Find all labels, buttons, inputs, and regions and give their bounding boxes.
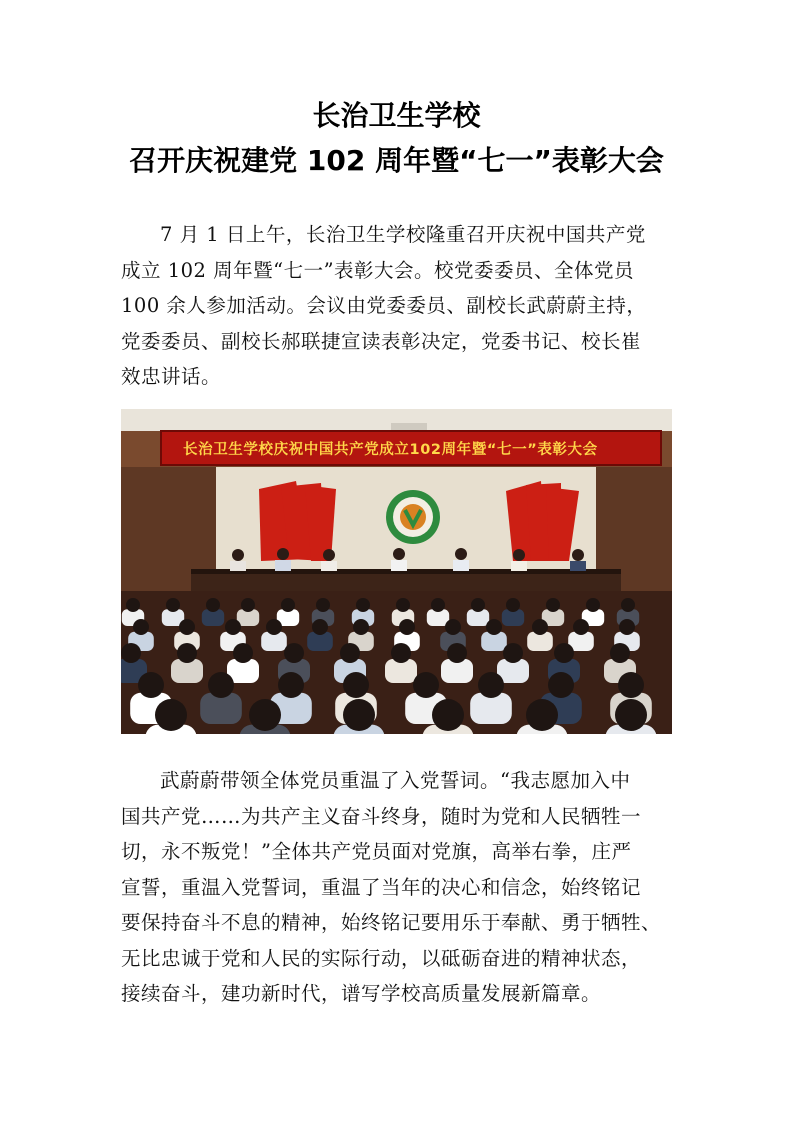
audience-member-head [432, 699, 464, 731]
audience-member-head [155, 699, 187, 731]
audience-member-head [179, 619, 195, 635]
audience-member-head [621, 598, 635, 612]
paragraph-line: 效忠讲话。 [121, 365, 222, 388]
audience-member-head [241, 598, 255, 612]
paragraph-intro [121, 217, 673, 395]
audience-member-head [249, 699, 281, 731]
audience-member-head [281, 598, 295, 612]
audience-member-head [177, 643, 197, 663]
paragraph-line: 切，永不叛党！”全体共产党员面对党旗，高举右拳，庄严 [121, 840, 632, 863]
audience-member-head [506, 598, 520, 612]
paragraph-line: 党委委员、副校长郝联捷宣读表彰决定，党委书记、校长崔 [121, 329, 642, 353]
paragraph-line: 武蔚蔚带领全体党员重温了入党誓词。“我志愿加入中 [160, 769, 631, 792]
audience-member-head [586, 598, 600, 612]
audience-member-head [447, 643, 467, 663]
paragraph-line: 无比忠诚于党和人民的实际行动，以砥砺奋进的精神状态， [121, 946, 642, 970]
paragraph-line: 7 月 1 日上午，长治卫生学校隆重召开庆祝中国共产党 [160, 223, 646, 246]
audience-member-head [138, 672, 164, 698]
audience-member-head [356, 598, 370, 612]
audience-member-head [478, 672, 504, 698]
audience-member-head [340, 643, 360, 663]
audience-member-head [166, 598, 180, 612]
audience-member-head [391, 643, 411, 663]
audience-member-head [526, 699, 558, 731]
audience-member-head [554, 643, 574, 663]
audience-member-head [266, 619, 282, 635]
audience-member-head [133, 619, 149, 635]
audience-member-head [225, 619, 241, 635]
audience-member-head [471, 598, 485, 612]
audience-member-head [121, 643, 141, 663]
audience-member-head [486, 619, 502, 635]
paragraph-line: 国共产党……为共产主义奋斗终身，随时为党和人民牺牲一 [121, 804, 642, 828]
audience-member-head [284, 643, 304, 663]
audience-member-head [618, 672, 644, 698]
document-title: 长治卫生学校 [312, 99, 481, 132]
audience-member-head [615, 699, 647, 731]
meeting-photo [121, 409, 672, 734]
paragraph-line: 100 余人参加活动。会议由党委委员、副校长武蔚蔚主持， [121, 294, 647, 317]
paragraph-line: 要保持奋斗不息的精神，始终铭记要用乐于奉献、勇于牺牲、 [121, 911, 662, 934]
audience-member-head [573, 619, 589, 635]
audience-member-head [343, 699, 375, 731]
audience-member-head [312, 619, 328, 635]
audience-member-head [610, 643, 630, 663]
paragraph-line: 宣誓，重温入党誓词，重温了当年的决心和信念，始终铭记 [121, 875, 642, 899]
audience-member-head [431, 598, 445, 612]
audience-member-head [396, 598, 410, 612]
audience-member-head [126, 598, 140, 612]
paragraph-oath [121, 763, 673, 1012]
audience-member-head [532, 619, 548, 635]
document-subtitle: 召开庆祝建党 102 周年暨“七一”表彰大会 [129, 144, 664, 177]
audience-member-head [278, 672, 304, 698]
audience-member-head [548, 672, 574, 698]
photo-banner-text: 长治卫生学校庆祝中国共产党成立102周年暨“七一”表彰大会 [183, 442, 598, 458]
audience-member-head [619, 619, 635, 635]
audience-member-head [206, 598, 220, 612]
audience-member-head [343, 672, 369, 698]
audience-member-head [208, 672, 234, 698]
audience-member-head [546, 598, 560, 612]
paragraph-line: 接续奋斗，建功新时代，谱写学校高质量发展新篇章。 [121, 982, 602, 1005]
audience-member-head [503, 643, 523, 663]
audience-member-head [399, 619, 415, 635]
audience-member-head [316, 598, 330, 612]
paragraph-line: 成立 102 周年暨“七一”表彰大会。校党委委员、全体党员 [121, 258, 635, 282]
audience-member-head [233, 643, 253, 663]
audience-member-head [353, 619, 369, 635]
audience-member-head [413, 672, 439, 698]
audience-member-head [445, 619, 461, 635]
